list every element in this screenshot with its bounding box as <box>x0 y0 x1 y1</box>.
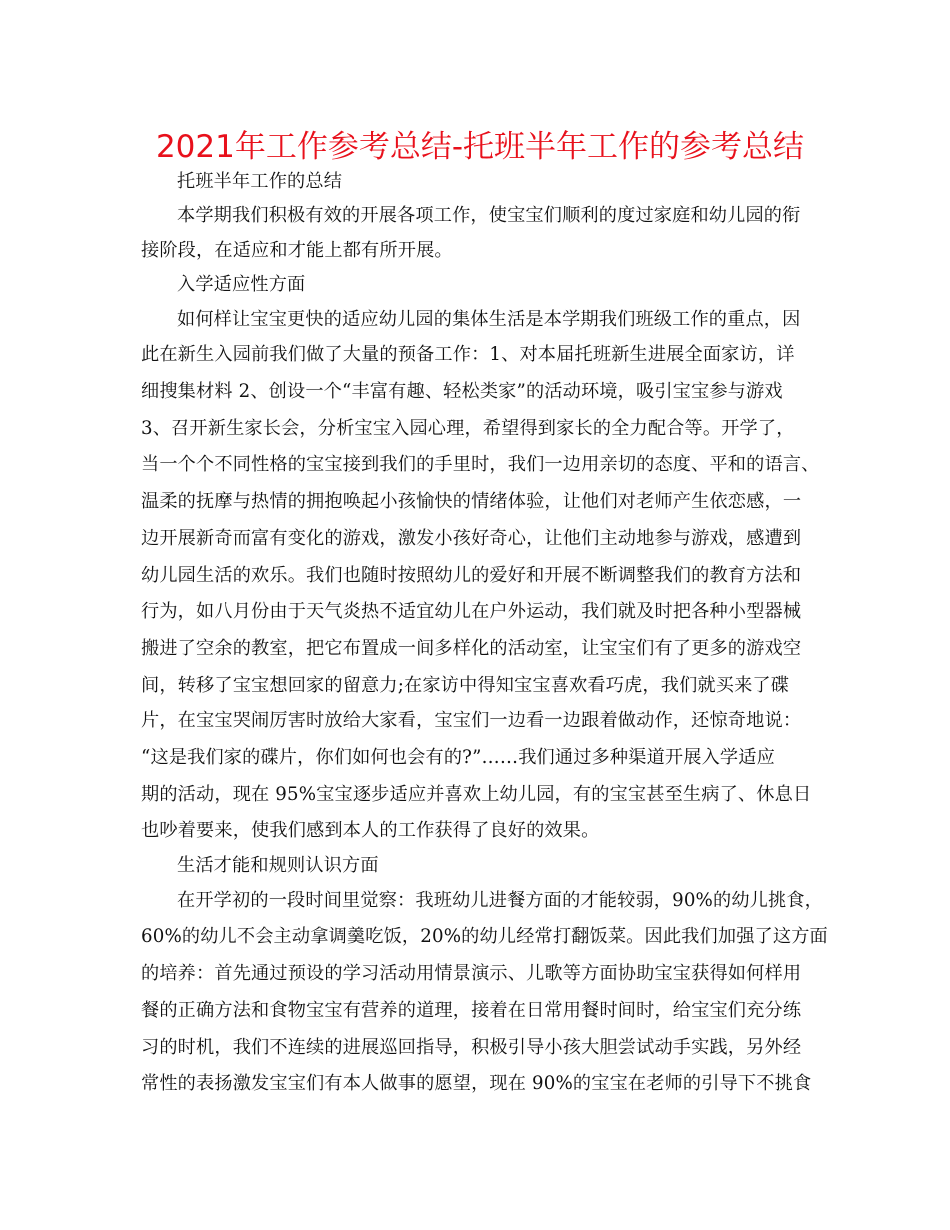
paragraph-line: 间，转移了宝宝想回家的留意力;在家访中得知宝宝喜欢看巧虎，我们就买来了碟 <box>141 675 790 696</box>
paragraph-line: 行为，如八月份由于天气炎热不适宜幼儿在户外运动，我们就及时把各种小型器械 <box>141 601 802 622</box>
paragraph-line: 餐的正确方法和食物宝宝有营养的道理，接着在日常用餐时间时，给宝宝们充分练 <box>141 1000 802 1021</box>
paragraph-line: 习的时机，我们不连续的进展巡回指导，积极引导小孩大胆尝试动手实践，另外经 <box>141 1037 802 1058</box>
paragraph-line: 细搜集材料 2、创设一个“丰富有趣、轻松类家”的活动环境，吸引宝宝参与游戏 <box>141 381 783 402</box>
paragraph-line: 此在新生入园前我们做了大量的预备工作：1、对本届托班新生进展全面家访，详 <box>141 344 795 365</box>
paragraph-line: 常性的表扬激发宝宝们有本人做事的愿望，现在 90%的宝宝在老师的引导下不挑食 <box>141 1073 812 1094</box>
paragraph-line: 接阶段，在适应和才能上都有所开展。 <box>141 240 453 261</box>
paragraph-line: 3、召开新生家长会，分析宝宝入园心理，希望得到家长的全力配合等。开学了， <box>141 418 795 439</box>
document-title: 2021年工作参考总结-托班半年工作的参考总结 <box>155 129 805 165</box>
paragraph-line: 本学期我们积极有效的开展各项工作，使宝宝们顺利的度过家庭和幼儿园的衔 <box>177 205 801 226</box>
section-heading: 入学适应性方面 <box>177 274 306 295</box>
paragraph-line: 片，在宝宝哭闹厉害时放给大家看，宝宝们一边看一边跟着做动作，还惊奇地说： <box>141 710 802 731</box>
paragraph-line: 边开展新奇而富有变化的游戏，激发小孩好奇心，让他们主动地参与游戏，感遭到 <box>141 528 802 549</box>
paragraph-line: 60%的幼儿不会主动拿调羹吃饭，20%的幼儿经常打翻饭菜。因此我们加强了这方面 <box>141 926 828 947</box>
paragraph-line: 温柔的抚摩与热情的拥抱唤起小孩愉快的情绪体验，让他们对老师产生依恋感，一 <box>141 491 802 512</box>
paragraph-line: 搬进了空余的教室，把它布置成一间多样化的活动室，让宝宝们有了更多的游戏空 <box>141 638 802 659</box>
paragraph-line: 幼儿园生活的欢乐。我们也随时按照幼儿的爱好和开展不断调整我们的教育方法和 <box>141 565 802 586</box>
paragraph-line: 在开学初的一段时间里觉察：我班幼儿进餐方面的才能较弱，90%的幼儿挑食， <box>177 890 824 911</box>
paragraph-line: 期的活动，现在 95%宝宝逐步适应并喜欢上幼儿园，有的宝宝甚至生病了、休息日 <box>141 784 812 805</box>
section-heading: 生活才能和规则认识方面 <box>177 855 379 876</box>
paragraph-line: “这是我们家的碟片，你们如何也会有的?”……我们通过多种渠道开展入学适应 <box>141 747 775 768</box>
paragraph-line: 当一个个不同性格的宝宝接到我们的手里时，我们一边用亲切的态度、平和的语言、 <box>141 454 820 475</box>
paragraph-line: 如何样让宝宝更快的适应幼儿园的集体生活是本学期我们班级工作的重点，因 <box>177 309 801 330</box>
subtitle-line: 托班半年工作的总结 <box>177 171 343 192</box>
paragraph-line: 的培养：首先通过预设的学习活动用情景演示、儿歌等方面协助宝宝获得如何样用 <box>141 963 802 984</box>
paragraph-line: 也吵着要来，使我们感到本人的工作获得了良好的效果。 <box>141 820 600 841</box>
